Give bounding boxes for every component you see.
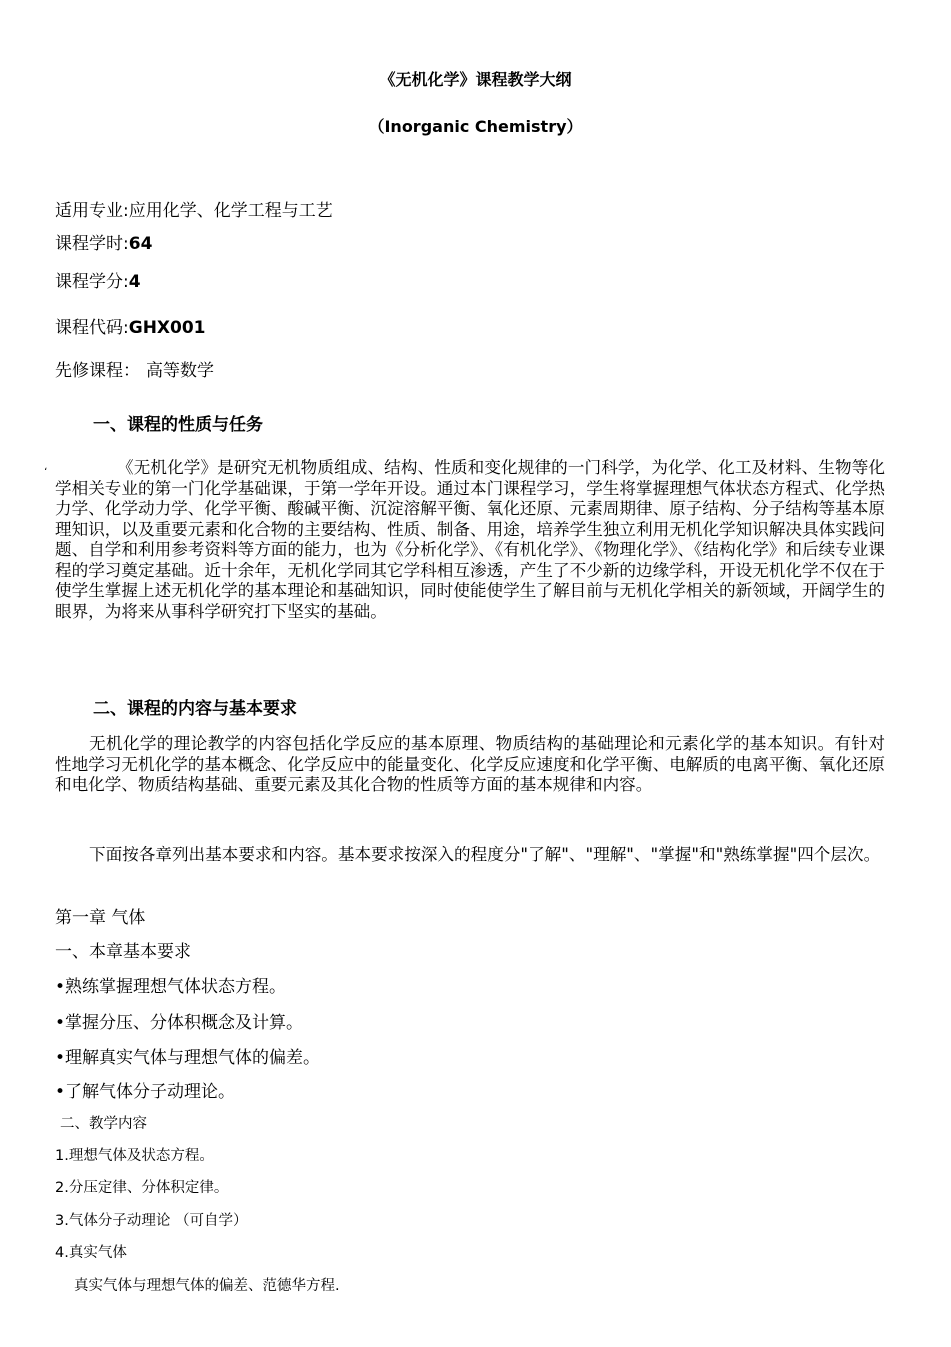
requirement-item: •熟练掌握理想气体状态方程。 [55, 977, 287, 997]
content-item: 2.分压定律、分体积定律。 [55, 1180, 229, 1196]
meta-prereq-value: 高等数学 [146, 361, 214, 381]
meta-major-value: 应用化学、化学工程与工艺 [128, 201, 333, 221]
meta-code [55, 313, 206, 338]
content-item: 3.气体分子动理论 （可自学） [55, 1213, 248, 1229]
section2-paragraph-2: 下面按各章列出基本要求和内容。基本要求按深入的程度分"了解"、"理解"、"掌握"和"熟练掌握"四个层次。 [89, 845, 881, 864]
meta-hours-label: 课程学时: [55, 234, 129, 254]
section2-heading: 二、课程的内容与基本要求 [93, 699, 297, 719]
section1-heading: 一、课程的性质与任务 [93, 415, 263, 435]
meta-code-label: 课程代码: [55, 318, 129, 338]
document-title: 《无机化学》课程教学大纲 [379, 70, 572, 89]
chapter1-title: 第一章 气体 [55, 908, 146, 928]
content-item: 1.理想气体及状态方程。 [55, 1148, 214, 1164]
meta-major [55, 196, 333, 221]
content-detail: 真实气体与理想气体的偏差、范德华方程. [74, 1278, 340, 1294]
stray-mark: ، [44, 462, 48, 473]
meta-major-label: 适用专业: [55, 201, 129, 221]
meta-prerequisite [55, 356, 214, 381]
meta-hours [55, 229, 152, 254]
chapter1-requirements-heading: 一、本章基本要求 [55, 942, 191, 962]
chapter1-content-heading: 二、教学内容 [60, 1116, 147, 1132]
meta-credits-label: 课程学分: [55, 272, 129, 292]
meta-hours-value: 64 [128, 234, 153, 254]
requirement-item: •理解真实气体与理想气体的偏差。 [55, 1048, 321, 1068]
content-item: 4.真实气体 [55, 1245, 127, 1261]
meta-credits-value: 4 [128, 272, 141, 292]
requirement-item: •掌握分压、分体积概念及计算。 [55, 1013, 304, 1033]
meta-credits [55, 267, 141, 292]
meta-prereq-label: 先修课程： [55, 361, 140, 381]
section1-body: 《无机化学》是研究无机物质组成、结构、性质和变化规律的一门科学，为化学、化工及材料、生物等化学相关专业的第一门化学基础课，于第一学年开设。通过本门课程学习，学生将掌握理想气体状态方程式、化学热力学、化学动力学、化学平衡、酸碱平衡、沉淀溶解平衡、氧化还原、元素周期律、原子结构、分子结构等基本原理知识，以及重要元素和化合物的主要结构、性质、制备、用途，培养学生独立利用无机化学知识解决具体实践问题、自学和利用参考资料等方面的能力，也为《分析化学》、《有机化学》、《物理化学》、《结构化学》和后续专业课程的学习奠定基础。近十余年，无机化学同其它学科相互渗透，产生了不少新的边缘学科，开设无机化学不仅在于使学生掌握上述无机化学的基本理论和基础知识，同时使能使学生了解目前与无机化学相关的新领域，开阔学生的眼界，为将来从事科学研究打下坚实的基础。 [55, 458, 885, 621]
meta-code-value: GHX001 [128, 318, 206, 338]
requirement-item: •了解气体分子动理论。 [55, 1082, 236, 1102]
section2-paragraph-1: 无机化学的理论教学的内容包括化学反应的基本原理、物质结构的基础理论和元素化学的基本知识。有针对性地学习无机化学的基本概念、化学反应中的能量变化、化学反应速度和化学平衡、电解质的电离平衡、氧化还原和电化学、物质结构基础、重要元素及其化合物的性质等方面的基本规律和内容。 [55, 734, 885, 794]
document-subtitle: （Inorganic Chemistry） [368, 117, 583, 136]
